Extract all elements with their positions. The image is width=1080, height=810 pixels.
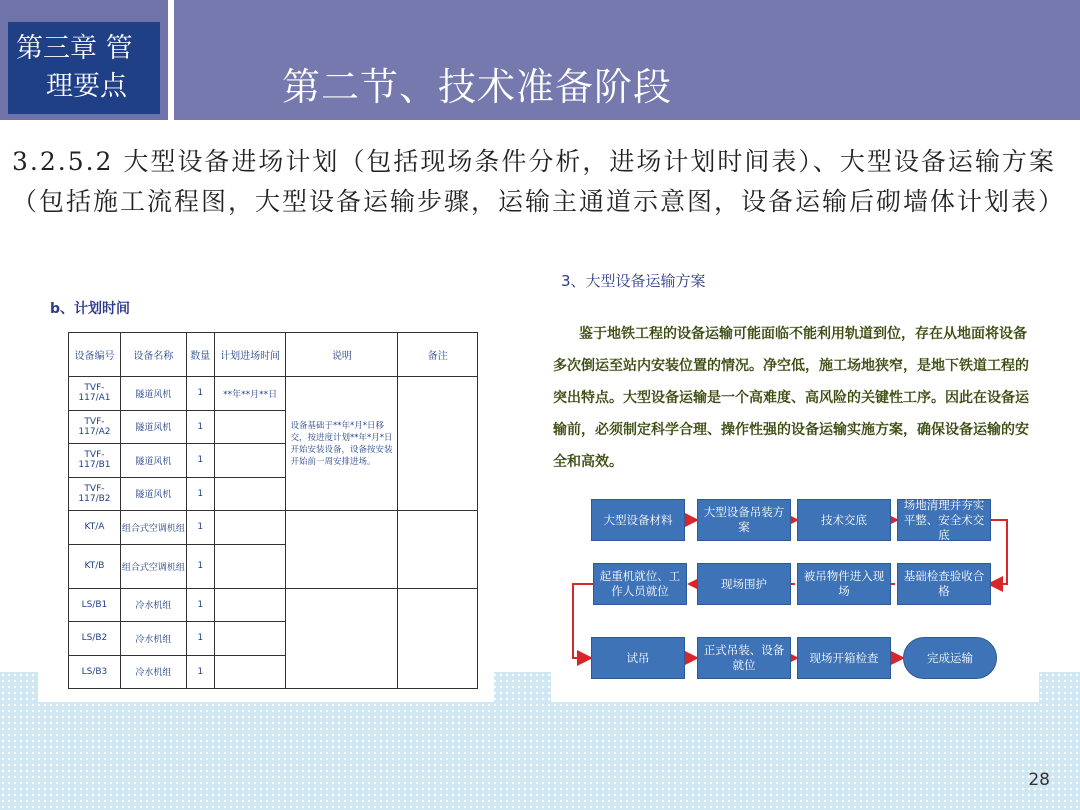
code-cell: LS/B3 [69,655,121,689]
transport-title: 3、大型设备运输方案 [561,272,706,290]
time-cell [214,477,286,511]
flow-step-lifting-plan: 大型设备吊装方案 [697,499,791,541]
name-cell: 冷水机组 [120,655,186,689]
code-cell: KT/B [69,544,121,588]
time-cell [214,622,286,656]
flow-step-tech-briefing: 技术交底 [797,499,891,541]
qty-cell: 1 [186,410,214,444]
flow-step-unboxing-check: 现场开箱检查 [797,637,891,679]
name-cell: 冷水机组 [120,588,186,622]
flow-step-large-equipment: 大型设备材料 [591,499,685,541]
code-cell: KT/A [69,511,121,545]
description-cell-empty [286,588,398,689]
time-cell: **年**月**日 [214,377,286,411]
chapter-label-line1: 第三章 管 [16,33,133,64]
qty-cell: 1 [186,444,214,478]
time-cell [214,410,286,444]
code-cell: TVF-117/A2 [69,410,121,444]
time-cell [214,511,286,545]
code-cell: LS/B2 [69,622,121,656]
time-cell [214,444,286,478]
intro-paragraph: 3.2.5.2 大型设备进场计划（包括现场条件分析，进场计划时间表）、大型设备运输方案（包括施工流程图，大型设备运输步骤，运输主通道示意图，设备运输后砌墙体计划表） [12,147,1066,216]
remark-cell [398,511,478,589]
name-cell: 组合式空调机组 [120,511,186,545]
header-cell: 说明 [286,333,398,377]
header-cell: 设备名称 [120,333,186,377]
qty-cell: 1 [186,477,214,511]
name-cell: 隧道风机 [120,410,186,444]
chapter-label [8,22,160,114]
qty-cell: 1 [186,655,214,689]
header-cell: 计划进场时间 [214,333,286,377]
code-cell: TVF-117/B2 [69,477,121,511]
remark-cell [398,377,478,511]
flow-arrow [991,520,1007,584]
section-title: 第二节、技术准备阶段 [282,65,673,109]
page-number: 28 [1028,770,1050,790]
qty-cell: 1 [186,377,214,411]
header-cell: 备注 [398,333,478,377]
time-cell [214,544,286,588]
flow-step-complete: 完成运输 [903,637,997,679]
description-cell-empty [286,511,398,589]
flow-step-items-enter: 被吊物件进入现场 [797,563,891,605]
qty-cell: 1 [186,511,214,545]
flow-step-trial-lift: 试吊 [591,637,685,679]
name-cell: 冷水机组 [120,622,186,656]
plan-panel [38,290,494,702]
flow-step-formal-lift: 正式吊装、设备就位 [697,637,791,679]
chapter-label-line2: 理要点 [46,71,127,102]
code-cell: LS/B1 [69,588,121,622]
remark-cell [398,588,478,689]
name-cell: 隧道风机 [120,377,186,411]
transport-panel [551,262,1039,702]
flow-step-crane-ready: 起重机就位、工作人员就位 [593,563,687,605]
code-cell: TVF-117/A1 [69,377,121,411]
qty-cell: 1 [186,622,214,656]
flow-step-site-fencing: 现场围护 [697,563,791,605]
table-row [69,588,478,622]
name-cell: 隧道风机 [120,444,186,478]
name-cell: 组合式空调机组 [120,544,186,588]
header-cell: 设备编号 [69,333,121,377]
transport-paragraph: 鉴于地铁工程的设备运输可能面临不能利用轨道到位，存在从地面将设备多次倒运至站内安装位置的情况。净空低，施工场地狭窄，是地下铁道工程的突出特点。大型设备运输是一个高难度、高风险的关键性工序。因此在设备运输前，必须制定科学合理、操作性强的设备运输实施方案，确保设备运输的安全和高效。 [553,326,1029,470]
flow-step-site-clearing: 场地清理并夯实平整、安全术交底 [897,499,991,541]
header-cell: 数量 [186,333,214,377]
table-row [69,377,478,411]
plan-table [68,332,478,689]
flow-step-foundation-check: 基础检查验收合格 [897,563,991,605]
qty-cell: 1 [186,544,214,588]
qty-cell: 1 [186,588,214,622]
flow-arrow [573,584,593,658]
plan-title: b、计划时间 [50,301,131,317]
table-header-row [69,333,478,377]
description-cell: 设备基础于**年*月*日移交，按进度计划**年*月*日开始安装设备，设备按安装开始前一周安排进场。 [286,377,398,511]
table-row [69,511,478,545]
name-cell: 隧道风机 [120,477,186,511]
code-cell: TVF-117/B1 [69,444,121,478]
time-cell [214,588,286,622]
time-cell [214,655,286,689]
